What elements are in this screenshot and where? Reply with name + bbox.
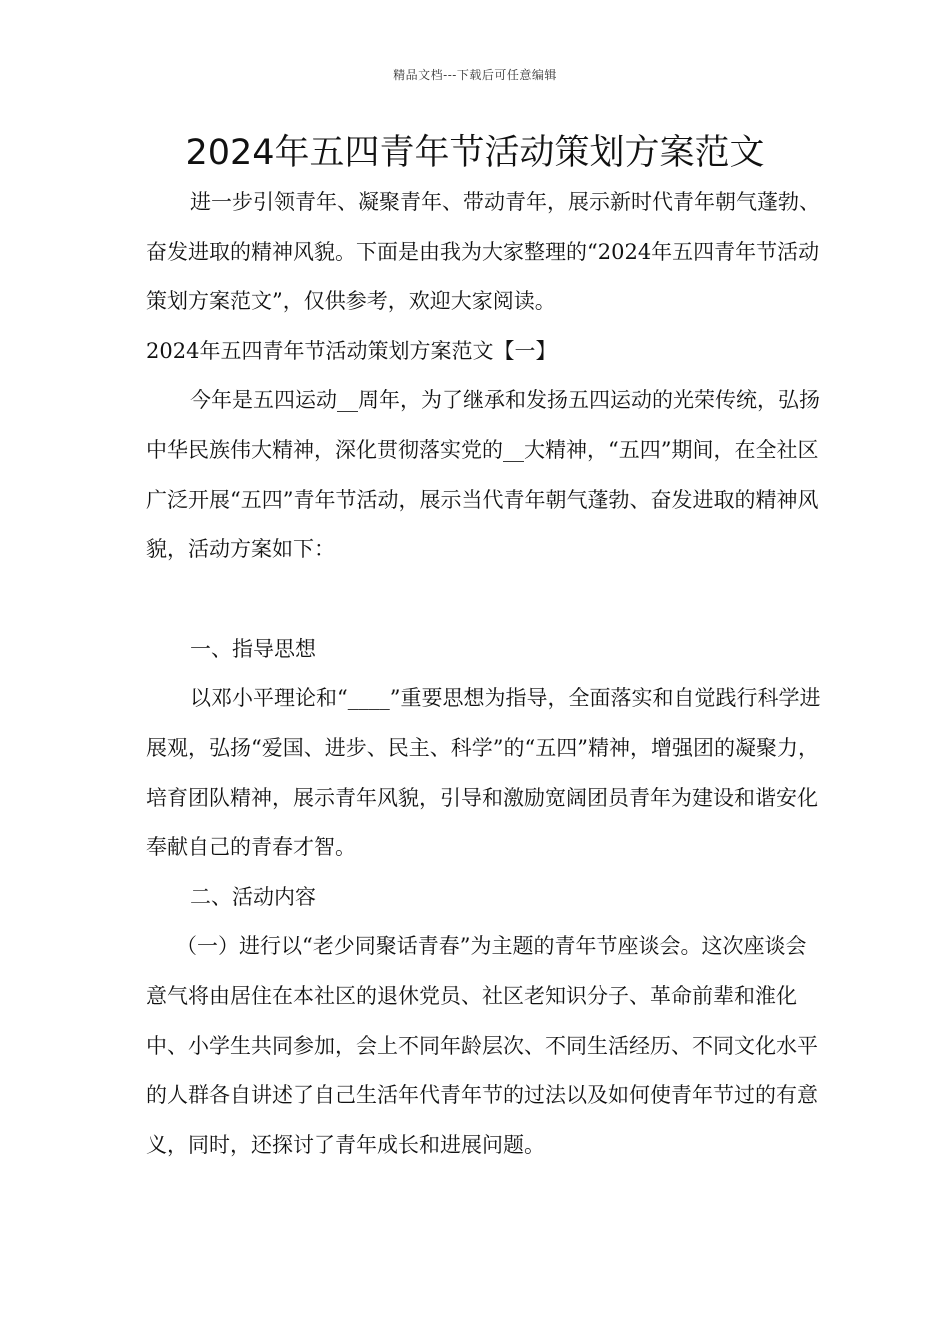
document-title: 2024年五四青年节活动策划方案范文 (185, 133, 765, 173)
section-subtitle: 2024年五四青年节活动策划方案范文【一】 (146, 338, 557, 363)
document-body (146, 178, 826, 1170)
blank-line (146, 575, 826, 625)
paragraph-1: 今年是五四运动__周年，为了继承和发扬五四运动的光荣传统，弘扬中华民族伟大精神，深化贯彻落实党的__大精神，“五四”期间，在全社区广泛开展“五四”青年节活动，展示当代青年朝气蓬勃、奋发进取的精神风貌，活动方案如下： (146, 388, 820, 562)
header-note: 精品文档---下载后可任意编辑 (393, 68, 557, 82)
section-1-heading: 一、指导思想 (190, 636, 316, 661)
section-2-heading: 二、活动内容 (190, 884, 316, 909)
intro-paragraph: 进一步引领青年、凝聚青年、带动青年，展示新时代青年朝气蓬勃、奋发进取的精神风貌。下面是由我为大家整理的“2024年五四青年节活动策划方案范文”，仅供参考，欢迎大家阅读。 (146, 190, 820, 314)
section-1-text: 以邓小平理论和“____”重要思想为指导，全面落实和自觉践行科学进展观，弘扬“爱国、进步、民主、科学”的“五四”精神，增强团的凝聚力，培育团队精神，展示青年风貌，引导和激励宽阔团员青年为建设和谐安化奉献自己的青春才智。 (146, 686, 821, 860)
section-2-item-1: （一）进行以“老少同聚话青春”为主题的青年节座谈会。这次座谈会意气将由居住在本社区的退休党员、社区老知识分子、革命前辈和淮化中、小学生共同参加，会上不同年龄层次、不同生活经历、不同文化水平的人群各自讲述了自己生活年代青年节的过法以及如何使青年节过的有意义，同时，还探讨了青年成长和进展问题。 (146, 934, 818, 1157)
